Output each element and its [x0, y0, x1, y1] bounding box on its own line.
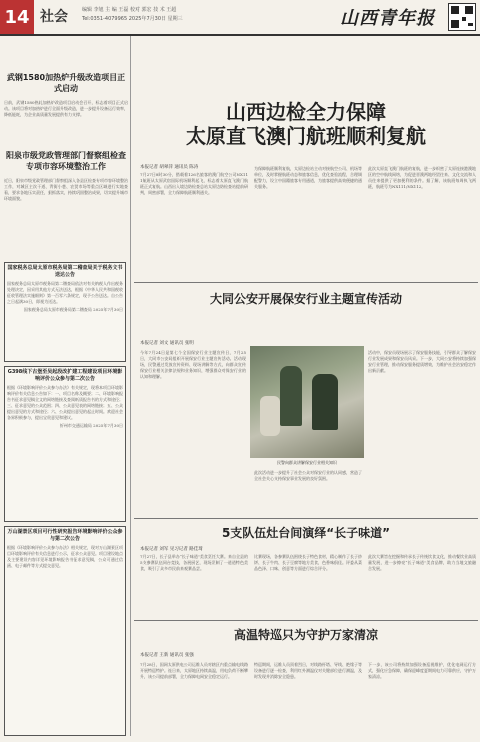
sidebar-story-body: 近日，阳泉市级党政管理部门督察组深入各县区检查专项市容环境整治工作，对城区主次干道、背街小巷、农贸市场等重点区域进行实地查看，要求各地压实责任，狠抓落实，持续巩固整治成果，切实提升城市环境面貌。	[4, 178, 128, 201]
main-story-col-1: 7月27日8时30分，搭载着126名旅客的澳门航空公司NX111航班从太原武宿国际机场顺利起飞，标志着太原直飞澳门航班正式复航。山西出入境边防检查总站太原边防检查站提前研判，周密部署，全力保障航班顺利通关。	[140, 172, 248, 195]
notice-title: 国家税务总局太原市税务局第二稽查局关于税务文书送达公告	[7, 265, 123, 278]
newspaper-logo: 山西青年报	[340, 8, 435, 29]
contact-date-line: Tel:0351-4079965 2025年7月30日 星期三	[82, 16, 183, 22]
cooking-story-col-1: 7月27日，长子县举办“长子味道”美食烹饪大赛。来自全县的5支参赛队伍同台竞技，各展厨艺，现场烹制了一道道特色美食，吸引了众多市民前来观赛品尝。	[140, 554, 248, 571]
sidebar-story-inspection	[4, 150, 128, 202]
power-story-col-1: 7月28日，国网太原供电公司运维人员对辖区内重点输电线路开展特巡特护。连日来，太原地区持续高温，用电负荷不断攀升，该公司提前部署，全力保障电网安全稳定运行。	[140, 662, 248, 679]
security-story-col-1: 今年7月24日是第七个全国保安行业主题宣传日，7月25日，大同市公安局组织开展保安行业主题宣传活动。活动现场，民警通过发放宣传资料、现场讲解等方式，向群众宣传保安行业相关法律法规和业务知识，增强群众对保安行业的认知和理解。	[140, 350, 246, 379]
cooking-story-col-3: 此次大赛旨在挖掘和传承长子传统饮食文化，推动餐饮业高质量发展，进一步擦亮“长子味道”美食品牌，助力当地文旅融合发展。	[368, 554, 476, 571]
masthead	[0, 0, 480, 36]
sidebar-story-title: 阳泉市级党政管理部门督察组检查专项市容环境整治工作	[6, 151, 126, 171]
column-divider	[130, 36, 131, 736]
notice-footer: 国家税务总局太原市税务局第二稽查局 2025年7月30日	[23, 307, 123, 312]
security-story-col-3: 此次活动进一步提升了社会公众对保安行业的认同感，营造了全社会关心支持保安事业发展的良好氛围。	[254, 470, 362, 481]
cooking-story-byline: 本报记者 刘军 见习记者 路佳琦	[140, 547, 203, 552]
sidebar-story-body: 日前，武钢1580热轧加热炉改造项目启动会召开，标志着项目正式启动。该项目将对加热炉进行全面升级改造，进一步提升设备运行效率，降低能耗，为企业高质量发展提供有力支撑。	[4, 100, 128, 117]
power-story-col-2: 特巡期间，运维人员顶着烈日，对线路杆塔、导线、绝缘子等设备进行逐一检查，利用红外测温仪对关键部位进行测温，及时发现并消除安全隐患。	[254, 662, 362, 679]
power-story-col-3: 下一步，该公司将持续加强设备巡视维护，优化电网运行方式，强化应急保障，确保迎峰度夏期间电力可靠供应，守护万家清凉。	[368, 662, 476, 679]
photo-caption: 民警向群众讲解保安行业相关知识	[277, 460, 337, 465]
cooking-story-col-2: 比赛现场，各参赛队伍围绕长子特色食材，精心制作了长子炒饼、长子牛肉、长子豆腐等地方美食，色香味俱佳。评委从菜品色泽、口味、创意等方面进行综合评分。	[254, 554, 362, 571]
main-story-col-3: 此次太原直飞澳门航班的复航，进一步织密了太原连接港澳地区的空中航线网络，为促进晋澳两地经贸往来、文化交流和人员往来提供了更加便利的条件。据了解，该航班每周执飞两班，航班号为NX111/NX112。	[368, 166, 476, 189]
notice-footer: 忻州市交通运输局 2025年7月30日	[59, 423, 123, 428]
environment-notice-box	[4, 366, 126, 522]
sidebar-story-steel	[4, 72, 128, 118]
security-story-title: 大同公安开展保安行业主题宣传活动	[209, 292, 402, 306]
security-story-byline: 本报记者 刘文 通讯员 张明	[140, 341, 194, 346]
power-story-title: 高温特巡只为守护万家清凉	[233, 628, 378, 642]
notice-body: 根据《环境影响评价公众参与办法》相关规定，现对万山湖景区项目环境影响评价有关信息进行公示，征求公众意见。项目建设地点及主要建设内容详见环境影响报告书征求意见稿，公众可通过信函、电子邮件等方式提交意见。	[7, 545, 123, 568]
power-story-byline: 本报记者 王新 通讯员 张强	[140, 653, 194, 658]
qr-code-icon	[448, 3, 476, 31]
notice-title: 万山湖景区项目可行性研究报告环境影响评价公众参与第二次公告	[7, 529, 123, 542]
scenic-notice-box	[4, 526, 126, 736]
section-rule	[134, 620, 478, 621]
notice-body: 国家税务总局太原市税务局第二稽查局依法对有关纳税人作出税务处理决定，因采用其他方式无法送达，根据《中华人民共和国税收征收管理法实施细则》第一百零六条规定，现予公告送达。自公告之日起满30日，即视为送达。	[7, 281, 123, 304]
headline-line-1: 山西边检全力保障	[226, 100, 386, 124]
headline-line-2: 太原直飞澳门航班顺利复航	[186, 124, 426, 148]
cooking-story-title: 5支队伍灶台间演绎“长子味道”	[221, 526, 391, 540]
notice-title: G398线下古堡至吴起段改扩建工程建设项目环境影响评价公众参与第二次公告	[7, 369, 123, 382]
editor-line: 编辑 李旭 主 编 王磊 校对 郭宏 技 术 王超	[82, 7, 177, 13]
security-story-col-2: 活动中，保安员现场展示了保安服务技能，引导群众了解保安行业发展成果和保安员风采。下一步，大同公安将持续加强保安行业管理，推动保安服务提质增效，为维护社会治安稳定作出新贡献。	[368, 350, 476, 373]
security-photo	[250, 346, 364, 458]
section-rule	[134, 282, 478, 283]
notice-body: 根据《环境影响评价公众参与办法》有关规定，现将本项目环境影响评价有关信息公告如下：一、项目名称及概要；二、环境影响报告书征求意见稿全文的网络链接及查阅纸质报告书的方式和途径；三、征求意见的公众范围；四、公众意见表的网络链接；五、公众提出意见的方式和途径；六、公众提出意见的起止时间。欢迎社会各界积极参与，提出宝贵意见和建议。	[7, 385, 123, 420]
tax-notice-box	[4, 262, 126, 362]
sidebar-story-title: 武钢1580加热炉升级改造项目正式启动	[6, 73, 126, 93]
page-number: 14	[0, 0, 34, 34]
section-rule	[134, 518, 478, 519]
main-story-byline: 本报记者 胡翠萍 通讯员 陈涛	[140, 165, 199, 170]
main-story-col-2: 为保障航班顺利复航，太原边检站主动对接航空公司、机场等单位，及时掌握航班动态和旅客信息，优化查验流程，合理调配警力，设立中国籍旅客专用通道，为旅客提供高效便捷的通关服务。	[254, 166, 362, 189]
section-title: 社会	[40, 9, 68, 25]
